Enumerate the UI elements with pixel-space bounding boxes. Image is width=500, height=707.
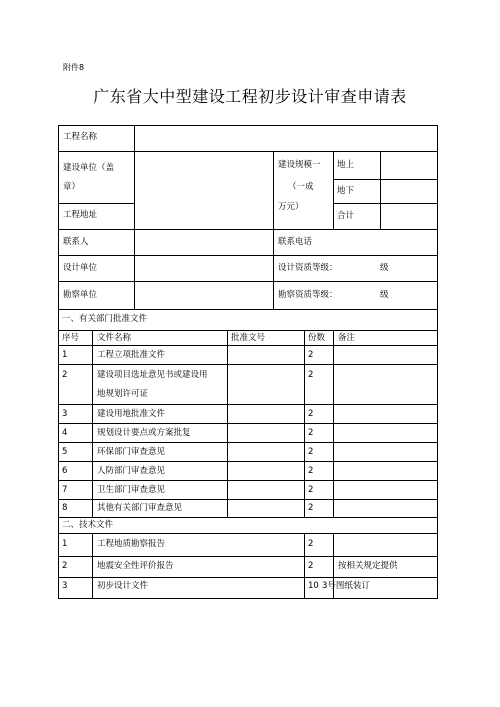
row-divider — [333, 179, 437, 180]
col-divider — [273, 151, 274, 309]
row-file-name: 初步设计文件 — [97, 581, 149, 591]
row-divider — [333, 203, 437, 204]
row-copies: 2 — [308, 485, 314, 495]
survey-grade-suffix: 级 — [380, 290, 389, 300]
table-left-border — [58, 125, 59, 599]
col-divider — [304, 533, 305, 599]
row-remark: 按相关规定提供 — [338, 561, 398, 571]
scale-label-unit: 万元） — [278, 202, 304, 212]
design-grade-label: 设计资质等级： — [278, 263, 338, 273]
row-copies: 10 — [308, 581, 319, 591]
row-file-name: 其他有关部门审查意见 — [97, 503, 183, 513]
row-divider — [58, 151, 438, 152]
row-divider — [58, 309, 438, 310]
row-divider — [58, 364, 438, 365]
row-seq: 3 — [62, 409, 68, 419]
row-seq: 3 — [62, 581, 68, 591]
row-file-name: 建设项目选址意见书或建设用 — [97, 370, 208, 380]
row-divider — [58, 499, 438, 500]
table-right-border — [437, 125, 438, 599]
row-divider — [58, 517, 438, 518]
row-file-name-cont: 地规划许可证 — [97, 389, 149, 399]
attachment-label: 附件8 — [63, 63, 85, 72]
row-divider — [58, 229, 438, 230]
row-copies: 2 — [308, 503, 314, 513]
project-address-label: 工程地址 — [63, 210, 98, 220]
table-bottom-border — [58, 598, 438, 599]
section1-heading: 一、有关部门批准文件 — [62, 314, 148, 324]
row-file-name: 工程地质勘察报告 — [97, 539, 166, 549]
scale-total-label: 合计 — [337, 211, 355, 221]
row-file-name: 卫生部门审查意见 — [97, 485, 166, 495]
row-copies: 2 — [308, 447, 314, 457]
row-divider — [58, 423, 438, 424]
row-copies: 2 — [308, 409, 314, 419]
row-file-name: 工程立项批准文件 — [97, 350, 166, 360]
header-approval-no: 批准文号 — [231, 333, 266, 343]
row-copies: 2 — [308, 466, 314, 476]
row-copies: 2 — [308, 370, 314, 380]
row-file-name: 地震安全性评价报告 — [97, 561, 174, 571]
construction-unit-label-cont: 章） — [63, 182, 81, 192]
row-seq: 4 — [62, 428, 68, 438]
row-file-name: 规划设计要点或方案批复 — [97, 428, 191, 438]
row-divider — [58, 281, 438, 282]
row-divider — [58, 404, 438, 405]
construction-unit-label: 建设单位（盖 — [63, 163, 115, 173]
row-divider — [58, 480, 438, 481]
row-divider — [58, 330, 438, 331]
row-copies: 2 — [308, 350, 314, 360]
col-divider — [304, 330, 305, 517]
row-file-name: 人防部门审查意见 — [97, 466, 166, 476]
scale-above-ground-label: 地上 — [337, 160, 355, 170]
scale-label: 建设规模一 — [278, 160, 321, 170]
row-seq: 2 — [62, 370, 68, 380]
row-divider — [58, 577, 438, 578]
col-divider — [227, 330, 228, 517]
row-copies: 2 — [308, 561, 314, 571]
col-divider — [92, 533, 93, 599]
row-divider — [58, 203, 134, 204]
project-name-label: 工程名称 — [63, 132, 98, 142]
scale-below-ground-label: 地下 — [337, 186, 355, 196]
row-divider — [58, 442, 438, 443]
design-unit-label: 设计单位 — [63, 263, 98, 273]
row-file-name: 环保部门审查意见 — [97, 447, 166, 457]
row-seq: 6 — [62, 466, 68, 476]
table-top-border — [58, 125, 438, 126]
row-seq: 8 — [62, 503, 68, 513]
section2-heading: 二、技术文件 — [62, 520, 114, 530]
contact-phone-label: 联系电话 — [278, 237, 313, 247]
col-divider — [333, 330, 334, 517]
row-divider — [58, 556, 438, 557]
form-title: 广东省大中型建设工程初步设计审查申请表 — [93, 87, 407, 106]
row-file-name: 建设用地批准文件 — [97, 409, 166, 419]
col-divider — [134, 125, 135, 309]
row-seq: 7 — [62, 485, 68, 495]
header-remark: 备注 — [338, 333, 356, 343]
design-grade-suffix: 级 — [380, 263, 389, 273]
header-seq: 序号 — [62, 333, 80, 343]
row-divider — [58, 345, 438, 346]
row-divider — [58, 461, 438, 462]
row-seq: 2 — [62, 561, 68, 571]
row-divider — [58, 255, 438, 256]
header-copies: 份数 — [308, 333, 326, 343]
col-divider — [92, 330, 93, 517]
col-divider — [333, 151, 334, 229]
survey-grade-label: 勘察资质等级： — [278, 290, 338, 300]
row-seq: 5 — [62, 447, 68, 457]
row-copies: 2 — [308, 428, 314, 438]
row-seq: 1 — [62, 539, 68, 549]
row-remark: 3号图纸装订 — [322, 581, 370, 591]
row-seq: 1 — [62, 350, 68, 360]
header-file-name: 文件名称 — [97, 333, 132, 343]
scale-label-cont: （一成 — [288, 182, 314, 192]
row-divider — [58, 533, 438, 534]
survey-unit-label: 勘察单位 — [63, 290, 98, 300]
col-divider — [380, 151, 381, 229]
row-copies: 2 — [308, 539, 314, 549]
contact-person-label: 联系人 — [63, 237, 89, 247]
